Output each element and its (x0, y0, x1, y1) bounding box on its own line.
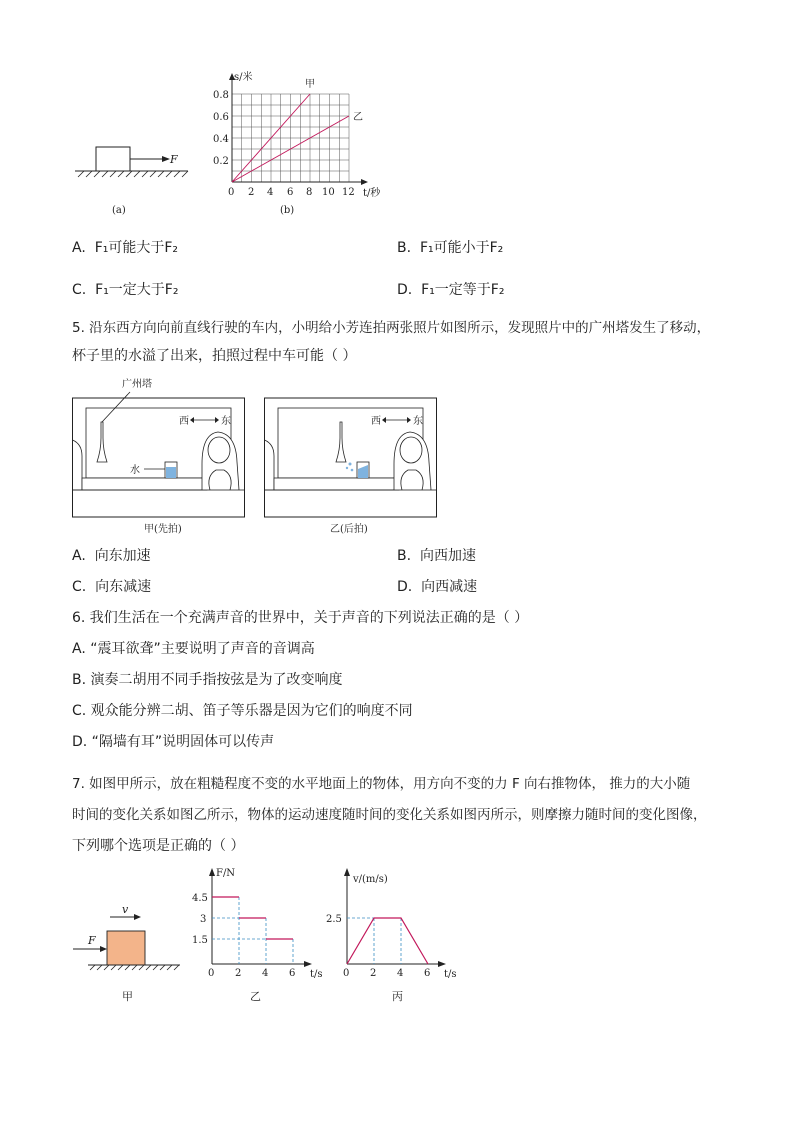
q7-figure-jia (70, 900, 185, 1005)
force-arrowhead (162, 156, 170, 162)
photo-1-caption: 甲(先拍) (144, 524, 182, 535)
option-letter: A. (72, 548, 86, 564)
option-text: 向西加速 (419, 548, 476, 564)
y-tick: 4.5 (192, 893, 208, 904)
option-text: F₁一定等于F₂ (421, 282, 505, 298)
force-label: F (170, 153, 178, 166)
y-arrowhead (209, 868, 215, 876)
x-tick: 0 (228, 187, 235, 198)
photo-2-caption: 乙(后拍) (330, 524, 368, 535)
q7-figure-bing (322, 862, 472, 1007)
option-text: F₁可能大于F₂ (94, 240, 179, 256)
q5-option-b[interactable] (397, 546, 476, 566)
x-tick: 12 (342, 187, 355, 198)
x-tick: 2 (370, 968, 377, 979)
q4-option-c[interactable] (72, 280, 178, 300)
option-letter: C. (72, 579, 87, 595)
cup-water (166, 467, 176, 478)
force-label: F (88, 934, 96, 947)
west-label: 西 (179, 416, 189, 427)
water-label: 水 (130, 465, 140, 476)
option-letter: D. (397, 282, 413, 298)
q7-stem-line1: 7. 如图甲所示，放在粗糙程度不变的水平地面上的物体，用方向不变的力 F 向右推物体， 推力的大小随 (72, 776, 691, 792)
q4-figure-b (205, 72, 395, 222)
q7-figure-yi (188, 862, 338, 1007)
caption-a: (a) (112, 205, 126, 216)
q6-option-c[interactable]: C. 观众能分辨二胡、笛子等乐器是因为它们的响度不同 (72, 703, 413, 719)
x-tick: 6 (287, 187, 294, 198)
option-letter: D. (397, 579, 413, 595)
x-tick: 6 (424, 968, 431, 979)
caption-b: (b) (280, 205, 295, 216)
grid (232, 94, 349, 182)
option-text: 向东减速 (95, 579, 152, 595)
block (107, 931, 145, 965)
y-tick: 1.5 (192, 935, 208, 946)
x-tick: 0 (208, 968, 215, 979)
line-yi-label: 乙 (353, 112, 363, 123)
x-tick: 8 (306, 187, 313, 198)
option-text: 向西减速 (421, 579, 478, 595)
option-text: 向东加速 (94, 548, 151, 564)
q5-stem-line2: 杯子里的水溢了出来，拍照过程中车可能（ ） (72, 348, 357, 364)
y-tick: 0.2 (213, 156, 229, 167)
x-tick: 4 (397, 968, 404, 979)
y-arrowhead (344, 868, 350, 876)
ground-hatch (90, 965, 179, 970)
q6-stem: 6. 我们生活在一个充满声音的世界中，关于声音的下列说法正确的是（ ） (72, 610, 529, 626)
option-letter: B. (397, 240, 412, 256)
x-tick: 10 (322, 187, 335, 198)
x-arrowhead (304, 961, 312, 967)
x-axis-label: t/s (444, 969, 457, 980)
y-tick: 3 (200, 914, 207, 925)
east-label: 东 (413, 416, 423, 427)
line-jia-label: 甲 (305, 79, 315, 90)
guide-dashes (212, 897, 293, 964)
q4-option-d[interactable] (397, 280, 504, 300)
table (82, 478, 207, 490)
q7-stem-line2: 时间的变化关系如图乙所示，物体的运动速度随时间的变化关系如图丙所示，则摩擦力随时间的变化图像， (72, 807, 707, 823)
x-tick: 2 (248, 187, 255, 198)
y-tick: 0.4 (213, 134, 229, 145)
caption-bing: 丙 (392, 990, 403, 1003)
force-arrowhead (100, 946, 107, 952)
y-axis-label: F/N (216, 868, 236, 879)
q5-option-d[interactable] (397, 577, 477, 597)
option-text: F₁一定大于F₂ (95, 282, 179, 298)
table (274, 478, 399, 490)
tower-label: 广州塔 (122, 379, 152, 390)
y-axis-label: s/米 (234, 72, 253, 83)
option-letter: C. (72, 282, 87, 298)
velocity-arrowhead (134, 914, 141, 920)
caption-yi: 乙 (250, 990, 261, 1003)
y-tick: 0.8 (213, 90, 229, 101)
option-letter: A. (72, 240, 86, 256)
q6-option-a[interactable]: A. “震耳欲聋”主要说明了声音的音调高 (72, 641, 315, 657)
q7-stem-line3: 下列哪个选项是正确的（ ） (72, 838, 245, 854)
option-text: F₁可能小于F₂ (419, 240, 504, 256)
y-tick: 2.5 (326, 914, 342, 925)
y-tick: 0.6 (213, 112, 229, 123)
east-label: 东 (221, 416, 231, 427)
x-tick: 4 (262, 968, 269, 979)
guide-dashes (347, 918, 401, 964)
velocity-line (347, 918, 428, 964)
block (96, 147, 130, 171)
y-axis-label: v/(m/s) (353, 874, 388, 885)
x-tick: 4 (267, 187, 274, 198)
x-axis-label: t/s (310, 969, 323, 980)
option-letter: B. (397, 548, 412, 564)
q6-option-b[interactable]: B. 演奏二胡用不同手指按弦是为了改变响度 (72, 672, 343, 688)
caption-jia: 甲 (122, 990, 133, 1003)
x-arrowhead (438, 961, 446, 967)
x-arrowhead (361, 179, 368, 185)
q5-option-c[interactable] (72, 577, 151, 597)
q5-stem-line1: 5. 沿东西方向向前直线行驶的车内，小明给小芳连拍两张照片如图所示，发现照片中的广州塔发生了移动， (72, 320, 711, 336)
q6-option-d[interactable]: D. “隔墙有耳”说明固体可以传声 (72, 734, 275, 750)
q5-photo-1 (72, 372, 247, 537)
velocity-label: v (122, 903, 129, 916)
x-tick: 0 (343, 968, 350, 979)
q5-option-a[interactable] (72, 546, 151, 566)
ground-hatch (78, 171, 188, 177)
west-label: 西 (371, 416, 381, 427)
x-tick: 2 (235, 968, 242, 979)
x-tick: 6 (289, 968, 296, 979)
q4-figure-a (70, 140, 200, 220)
q4-option-a[interactable] (72, 238, 178, 258)
x-axis-label: t/秒 (363, 188, 381, 199)
q5-photo-2 (264, 372, 439, 537)
q4-option-b[interactable] (397, 238, 503, 258)
